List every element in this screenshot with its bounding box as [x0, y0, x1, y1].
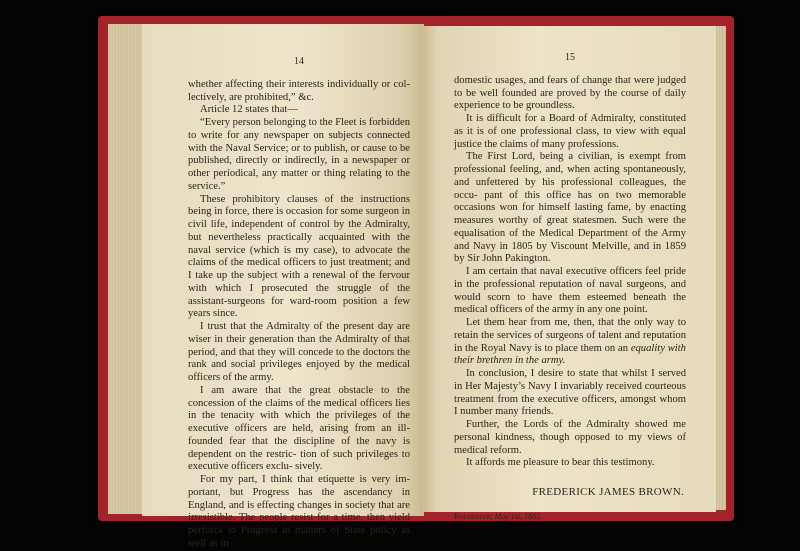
- paragraph: In conclusion, I desire to state that whilst I served in Her Majesty’s Navy I invariably received courteous treatment from the executive officers, amongst whom I number many friends.: [454, 368, 686, 418]
- paragraph-text: Let them hear from me, then, that the only way to retain the services of surgeons of talent and reputation in the Royal Navy is to place them on an: [454, 317, 686, 354]
- paragraph: The First Lord, being a civilian, is exempt from professional feeling, and, when acting spontaneously, and unfettered by his professional colleagues, the occu- pant of this office has on two memorable occasions won for himself lasting fame, by enacting measures worthy of great statesmen. Such were the equalisation of the Medical Department of the Army and Navy in 1805 by Viscount Melville, and in 1859 by Sir John Pakington.: [454, 151, 686, 265]
- italic-phrase: equality with their brethren in the army.: [454, 342, 686, 367]
- dateline: Rochester; May 1st, 1865.: [454, 511, 543, 521]
- paragraph: These prohibitory clauses of the instructions being in force, there is occasion for some surgeon in civil life, independent of control by the Admiralty, but nevertheless practically acquainted with the naval service (which is my case), to advocate the claims of the medical officers to just treatment; and I take up the subject with a renewal of the fervour with which I prosecuted the struggle of the assistant-surgeons for ward-room position a few years since.: [188, 193, 410, 320]
- page-number-left: 14: [294, 56, 304, 67]
- paragraph: It affords me pleasure to bear this testimony.: [466, 457, 655, 469]
- signature: FREDERICK JAMES BROWN.: [532, 486, 684, 498]
- left-page: [142, 24, 424, 549]
- paragraph-with-italic: [454, 317, 686, 368]
- page-number-right: 15: [565, 52, 575, 63]
- paragraph: “Every person belonging to the Fleet is forbidden to write for any newspaper on subjects connected with the Naval Service; or to publish, or cause to be published, directly or indirectly, in a newspaper or other periodical, any matter or thing relating to the service.”: [188, 117, 410, 192]
- right-page: [420, 26, 716, 521]
- paragraph: domestic usages, and fears of change that were judged to be well founded are proved by the course of daily experience to be groundless.: [454, 74, 686, 112]
- dateline-place: Rochester: [454, 511, 491, 521]
- dateline-date: May 1st, 1865.: [494, 511, 543, 521]
- paragraph: Further, the Lords of the Admiralty showed me personal kindness, though opposed to my views of medical reform.: [454, 419, 686, 456]
- paragraph: I am aware that the great obstacle to the concession of the claims of the medical officers lies in the tenacity with which the privileges of the executive officers are held, arising from an ill-founded fear that the discipline of the navy is dependent on the restric- tion of such privileges to executive officers exclu- sively.: [188, 384, 410, 473]
- paragraph: I trust that the Admiralty of the present day are wiser in their generation than the Admiralty of that period, and that they will concede to the doctors the rank and social privileges enjoyed by the medical officers of the army.: [188, 321, 410, 383]
- paragraph: whether affecting their interests individually or col- lectively, are prohibited,” &c.: [188, 78, 410, 103]
- paragraph: For my part, I think that etiquette is very im- portant, but Progress has the ascendancy in England, and is effecting changes in society that are irresistible. The people resist for a time, then yield perforce to Progress in matters of State policy as well as in: [188, 474, 410, 549]
- paragraph: Article 12 states that—: [200, 104, 298, 116]
- paragraph: I am certain that naval executive officers feel pride in the professional reputation of naval surgeons, and would scorn to have them esteemed beneath the medical officers of the army in any one point.: [454, 266, 686, 316]
- paragraph: It is difficult for a Board of Admiralty, constituted as it is of one professional class, to view with equal justice the claims of many professions.: [454, 113, 686, 150]
